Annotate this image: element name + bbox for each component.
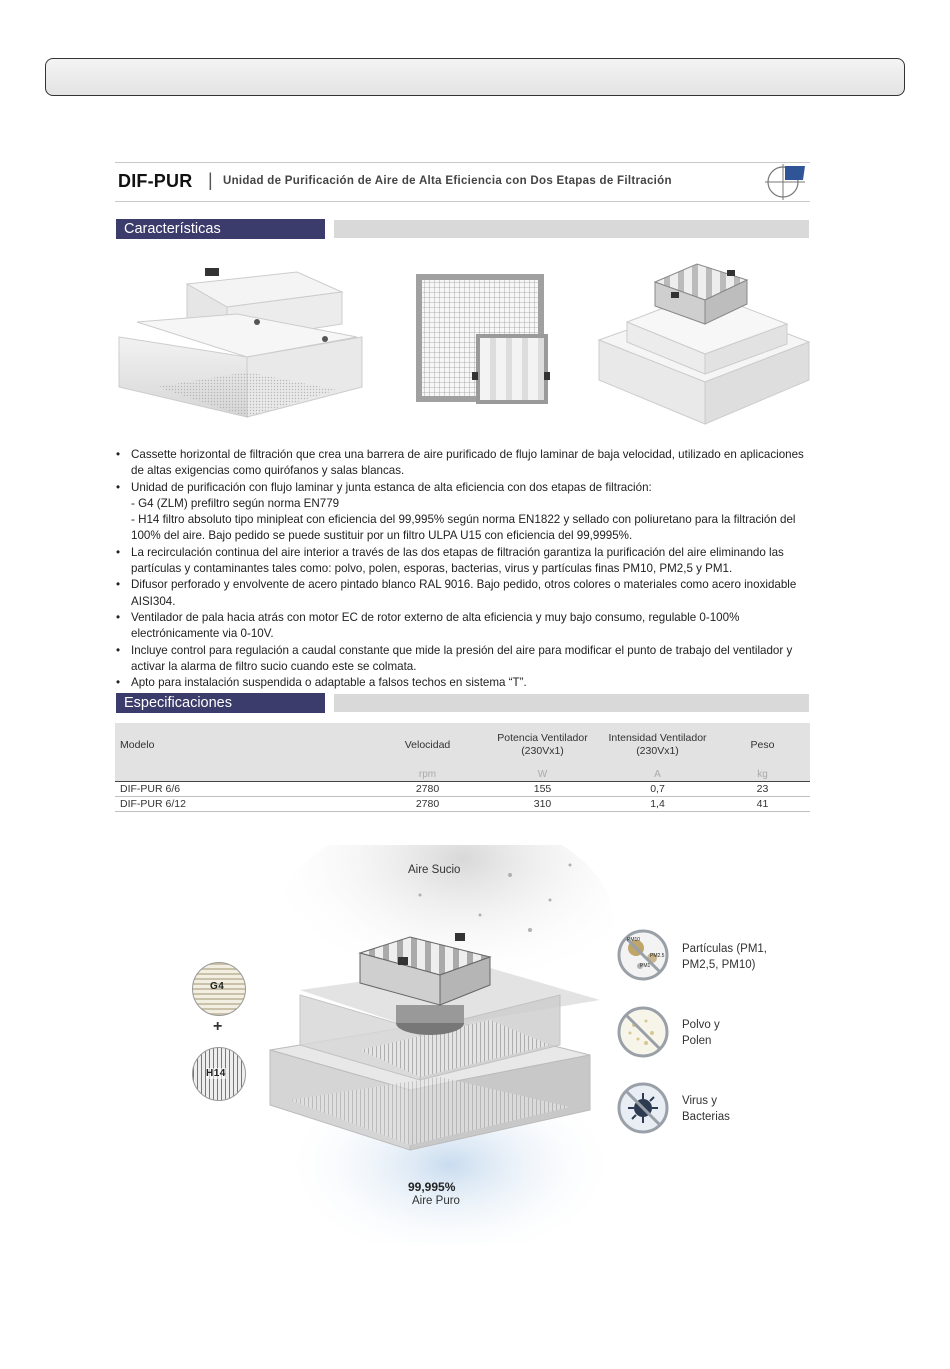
contaminant-label [682, 1017, 720, 1049]
table-unit-cell: W [485, 767, 600, 782]
filters-image [414, 272, 554, 407]
contaminant-label-line: PM2,5, PM10) [682, 959, 756, 971]
table-header-cell: Peso [715, 723, 810, 767]
feature-item: • Cassette horizontal de filtración que crea una barrera de aire purificado de flujo laminar de baja velocidad, utilizado en aplicaciones de altas exigencias como quirófanos y salas blancas. [116, 447, 816, 480]
product-description: Unidad de Purificación de Aire de Alta Eficiencia con Dos Etapas de Filtración [223, 175, 672, 187]
contaminant-label-line: Polvo y [682, 1019, 720, 1031]
virus-bacteria-icon [616, 1081, 670, 1135]
contaminant-label [682, 1093, 730, 1125]
specs-section-title: Especificaciones [116, 693, 325, 713]
header-separator: | [208, 170, 213, 190]
feature-item: • Apto para instalación suspendida o adaptable a falsos techos en sistema “T”. [116, 675, 816, 691]
table-cell: DIF-PUR 6/12 [115, 797, 370, 812]
table-cell: 0,7 [600, 782, 715, 797]
table-header-cell: Potencia Ventilador (230Vx1) [485, 723, 600, 767]
plus-sign: + [213, 1018, 223, 1035]
contaminant-label-line: Bacterias [682, 1111, 730, 1123]
feature-item: • Ventilador de pala hacia atrás con motor EC de rotor externo de alta eficiencia y muy bajo consumo, regulable 0-100% electrónicamente via 0-10V. [116, 610, 816, 643]
table-cell: 23 [715, 782, 810, 797]
pm1-label: PM1 [640, 963, 651, 969]
table-cell: 155 [485, 782, 600, 797]
feature-item-text: Unidad de purificación con flujo laminar y junta estanca de alta eficiencia con dos etapas de filtración: [131, 480, 652, 494]
pm10-label: PM10 [627, 937, 641, 943]
specs-section-bar [334, 694, 809, 712]
pm25-label: PM2.5 [650, 953, 665, 959]
table-cell: 2780 [370, 797, 485, 812]
table-unit-cell [115, 767, 370, 782]
h14-filter-label: H14 [206, 1068, 226, 1079]
table-unit-cell: kg [715, 767, 810, 782]
efficiency-value: 99,995% [408, 1180, 456, 1194]
ceiling-unit-image [117, 262, 367, 422]
table-header-cell: Modelo [115, 723, 370, 767]
table-header-cell: Intensidad Ventilador (230Vx1) [600, 723, 715, 767]
g4-filter-label: G4 [210, 981, 225, 992]
contaminant-label-line: Polen [682, 1035, 712, 1047]
table-units-row [115, 767, 810, 782]
table-header-row [115, 723, 810, 767]
features-list [116, 447, 816, 691]
table-row [115, 797, 810, 812]
unit-with-prefilter-image [597, 262, 812, 427]
contaminant-label-line: Partículas (PM1, [682, 943, 767, 955]
product-code: DIF-PUR [118, 171, 193, 191]
specs-table [115, 723, 810, 812]
table-unit-cell: A [600, 767, 715, 782]
feature-item [116, 480, 816, 545]
contaminant-label-line: Virus y [682, 1095, 717, 1107]
feature-item: • Incluye control para regulación a caudal constante que mide la presión del aire para modificar el punto de trabajo del ventilador y activar la alarma de filtro sucio cuando este se colmata. [116, 643, 816, 676]
contaminant-label [682, 941, 767, 973]
table-cell: 2780 [370, 782, 485, 797]
feature-subitem: - G4 (ZLM) prefiltro según norma EN779 [131, 496, 340, 510]
features-section-bar [334, 220, 809, 238]
feature-subitem: - H14 filtro absoluto tipo minipleat con eficiencia del 99,995% según norma EN1822 y sellado con poliuretano para la filtración del 100% del aire. Bajo pedido se puede sustituir por un filtro ULPA U15 con eficiencia del 99,9995%. [131, 513, 796, 543]
dirty-air-label: Aire Sucio [408, 864, 461, 876]
clean-air-label: Aire Puro [412, 1195, 460, 1207]
brand-logo-icon [765, 164, 807, 200]
table-unit-cell: rpm [370, 767, 485, 782]
table-cell: 1,4 [600, 797, 715, 812]
product-header [115, 162, 810, 202]
table-header-cell: Velocidad [370, 723, 485, 767]
top-title-box [45, 58, 905, 96]
feature-item: • La recirculación continua del aire interior a través de las dos etapas de filtración garantiza la purificación del aire eliminando las partículas y contaminantes tales como: polvo, polen, esporas, bacterias, virus y partículas finas PM10, PM2,5 y PM1. [116, 545, 816, 578]
dust-pollen-icon [616, 1005, 670, 1059]
table-cell: 310 [485, 797, 600, 812]
features-section-title: Características [116, 219, 325, 239]
table-cell: 41 [715, 797, 810, 812]
table-cell: DIF-PUR 6/6 [115, 782, 370, 797]
feature-item: • Difusor perforado y envolvente de acero pintado blanco RAL 9016. Bajo pedido, otros colores o materiales como acero inoxidable AISI304. [116, 577, 816, 610]
table-row [115, 782, 810, 797]
